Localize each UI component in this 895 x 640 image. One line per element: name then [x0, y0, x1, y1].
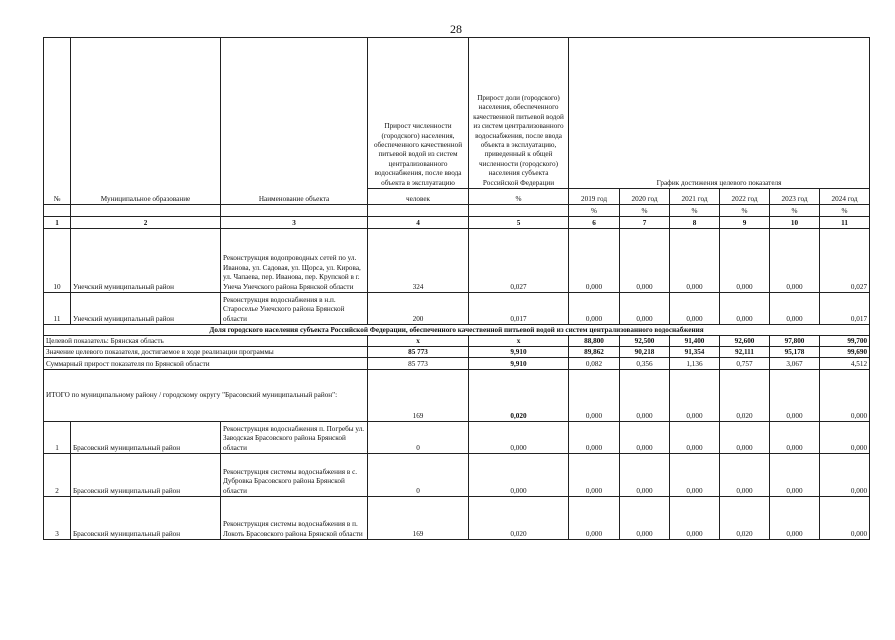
- year-unit: %: [670, 205, 720, 217]
- header-schedule: График достижения целевого показателя: [569, 38, 870, 189]
- value-cell: 89,862: [569, 347, 620, 358]
- share-cell: 0,000: [469, 454, 569, 497]
- header-object: Наименование объекта: [221, 38, 368, 205]
- value-cell: 0,000: [770, 454, 820, 497]
- value-cell: 0,000: [770, 229, 820, 293]
- value-cell: 0,000: [770, 293, 820, 325]
- value-cell: 0,000: [820, 422, 870, 454]
- value-cell: 3,067: [770, 358, 820, 370]
- population-cell: x: [368, 336, 469, 347]
- municipality-cell: Брасовский муниципальный район: [71, 454, 221, 497]
- column-number: 9: [720, 217, 770, 229]
- row-number: 10: [44, 229, 71, 293]
- value-cell: 0,000: [620, 497, 670, 540]
- row-number: 11: [44, 293, 71, 325]
- header-no: №: [44, 38, 71, 205]
- object-cell: Реконструкция системы водоснабжения в с. Дубровка Брасовского района Брянской области: [221, 454, 368, 497]
- value-cell: 88,800: [569, 336, 620, 347]
- year-unit: %: [770, 205, 820, 217]
- value-cell: 0,082: [569, 358, 620, 370]
- year-2024: 2024 год: [820, 189, 870, 205]
- itogo-label: ИТОГО по муниципальному району / городскому округу "Брасовский муниципальный район":: [44, 370, 368, 422]
- share-cell: 0,020: [469, 370, 569, 422]
- value-cell: 0,000: [620, 422, 670, 454]
- value-cell: 0,757: [720, 358, 770, 370]
- target-label: Целевой показатель: Брянская область: [44, 336, 368, 347]
- year-unit: %: [569, 205, 620, 217]
- column-number: 1: [44, 217, 71, 229]
- value-cell: 1,136: [670, 358, 720, 370]
- column-number: 3: [221, 217, 368, 229]
- value-cell: 0,000: [820, 370, 870, 422]
- value-cell: 0,000: [569, 422, 620, 454]
- share-cell: 0,020: [469, 497, 569, 540]
- population-cell: 200: [368, 293, 469, 325]
- value-cell: 0,000: [720, 293, 770, 325]
- row-number: 2: [44, 454, 71, 497]
- value-cell: 99,700: [820, 336, 870, 347]
- water-supply-table: [43, 37, 870, 540]
- table-row: [44, 497, 870, 540]
- value-cell: 0,000: [720, 229, 770, 293]
- column-number: 11: [820, 217, 870, 229]
- value-cell: 0,000: [670, 293, 720, 325]
- column-number: 6: [569, 217, 620, 229]
- header-growth-population: Прирост численности (городского) населения, обеспеченного качественной питьевой водой из систем централизованного водоснабжения, после ввода объекта в эксплуатацию: [368, 38, 469, 189]
- value-cell: 0,020: [720, 370, 770, 422]
- value-cell: 0,000: [770, 497, 820, 540]
- share-cell: 9,910: [469, 358, 569, 370]
- column-number: 2: [71, 217, 221, 229]
- table-row-achieved: [44, 347, 870, 358]
- population-cell: 0: [368, 454, 469, 497]
- value-cell: 0,017: [820, 293, 870, 325]
- value-cell: 97,800: [770, 336, 820, 347]
- value-cell: 92,600: [720, 336, 770, 347]
- object-cell: Реконструкция водоснабжения в н.п. Староселье Унечского района Брянской области: [221, 293, 368, 325]
- year-2019: 2019 год: [569, 189, 620, 205]
- value-cell: 0,000: [569, 454, 620, 497]
- unit-people: человек: [368, 189, 469, 205]
- population-cell: 169: [368, 370, 469, 422]
- header-row: [44, 38, 870, 189]
- table-row: [44, 454, 870, 497]
- column-number-row: [44, 217, 870, 229]
- table-row-total-growth: [44, 358, 870, 370]
- column-number: 5: [469, 217, 569, 229]
- value-cell: 0,000: [820, 454, 870, 497]
- value-cell: 0,000: [620, 454, 670, 497]
- year-2020: 2020 год: [620, 189, 670, 205]
- column-number: 4: [368, 217, 469, 229]
- value-cell: 0,000: [720, 454, 770, 497]
- table-row: [44, 293, 870, 325]
- year-unit: %: [620, 205, 670, 217]
- header-municipality: Муниципальное образование: [71, 38, 221, 205]
- value-cell: 0,000: [670, 229, 720, 293]
- table-row: [44, 422, 870, 454]
- header-year-units-row: [44, 205, 870, 217]
- value-cell: 90,218: [620, 347, 670, 358]
- column-number: 10: [770, 217, 820, 229]
- value-cell: 0,000: [820, 497, 870, 540]
- object-cell: Реконструкция водоснабжения п. Погребы ул. Заводская Брасовского района Брянской области: [221, 422, 368, 454]
- share-cell: x: [469, 336, 569, 347]
- column-number: 7: [620, 217, 670, 229]
- section-title: Доля городского населения субъекта Российской Федерации, обеспеченного качественной питьевой водой из систем централизованного водоснабжения: [44, 325, 870, 336]
- value-cell: 0,000: [670, 454, 720, 497]
- share-cell: 9,910: [469, 347, 569, 358]
- object-cell: Реконструкция водопроводных сетей по ул. Иванова, ул. Садовая, ул. Щорса, ул. Кирова, ул. Чапаева, пер. Иванова, пер. Крупской в г. Унеча Унечского района Брянской области: [221, 229, 368, 293]
- population-cell: 324: [368, 229, 469, 293]
- value-cell: 92,111: [720, 347, 770, 358]
- year-2022: 2022 год: [720, 189, 770, 205]
- population-cell: 169: [368, 497, 469, 540]
- value-cell: 95,178: [770, 347, 820, 358]
- value-cell: 99,690: [820, 347, 870, 358]
- population-cell: 85 773: [368, 347, 469, 358]
- value-cell: 0,000: [620, 229, 670, 293]
- section-title-row: [44, 325, 870, 336]
- municipality-cell: Брасовский муниципальный район: [71, 422, 221, 454]
- table-row-itogo: [44, 370, 870, 422]
- value-cell: 0,000: [770, 370, 820, 422]
- year-unit: %: [820, 205, 870, 217]
- value-cell: 0,020: [720, 497, 770, 540]
- value-cell: 0,027: [820, 229, 870, 293]
- value-cell: 0,000: [620, 293, 670, 325]
- value-cell: 92,500: [620, 336, 670, 347]
- year-2021: 2021 год: [670, 189, 720, 205]
- year-unit: %: [720, 205, 770, 217]
- value-cell: 91,354: [670, 347, 720, 358]
- unit-percent: %: [469, 189, 569, 205]
- value-cell: 4,512: [820, 358, 870, 370]
- object-cell: Реконструкция системы водоснабжения в п. Локоть Брасовского района Брянской области: [221, 497, 368, 540]
- value-cell: 0,000: [670, 497, 720, 540]
- value-cell: 0,000: [569, 229, 620, 293]
- value-cell: 0,000: [620, 370, 670, 422]
- header-growth-share: Прирост доли (городского) населения, обеспеченного качественной питьевой водой из систем централизованного водоснабжения, после ввода объекта в эксплуатацию, приведенный к общей численности (городского) населения субъекта Российской Федерации: [469, 38, 569, 189]
- year-2023: 2023 год: [770, 189, 820, 205]
- share-cell: 0,017: [469, 293, 569, 325]
- value-cell: 0,000: [720, 422, 770, 454]
- value-cell: 0,356: [620, 358, 670, 370]
- value-cell: 0,000: [670, 370, 720, 422]
- municipality-cell: Брасовский муниципальный район: [71, 497, 221, 540]
- share-cell: 0,027: [469, 229, 569, 293]
- municipality-cell: Унечский муниципальный район: [71, 229, 221, 293]
- share-cell: 0,000: [469, 422, 569, 454]
- population-cell: 85 773: [368, 358, 469, 370]
- value-cell: 91,400: [670, 336, 720, 347]
- population-cell: 0: [368, 422, 469, 454]
- table-row-target: [44, 336, 870, 347]
- table-row: [44, 229, 870, 293]
- total-growth-label: Суммарный прирост показателя по Брянской области: [44, 358, 368, 370]
- row-number: 3: [44, 497, 71, 540]
- municipality-cell: Унечский муниципальный район: [71, 293, 221, 325]
- value-cell: 0,000: [569, 293, 620, 325]
- achieved-label: Значение целевого показателя, достигаемое в ходе реализации программы: [44, 347, 368, 358]
- column-number: 8: [670, 217, 720, 229]
- row-number: 1: [44, 422, 71, 454]
- page-number: 28: [450, 22, 462, 36]
- value-cell: 0,000: [670, 422, 720, 454]
- value-cell: 0,000: [770, 422, 820, 454]
- value-cell: 0,000: [569, 497, 620, 540]
- value-cell: 0,000: [569, 370, 620, 422]
